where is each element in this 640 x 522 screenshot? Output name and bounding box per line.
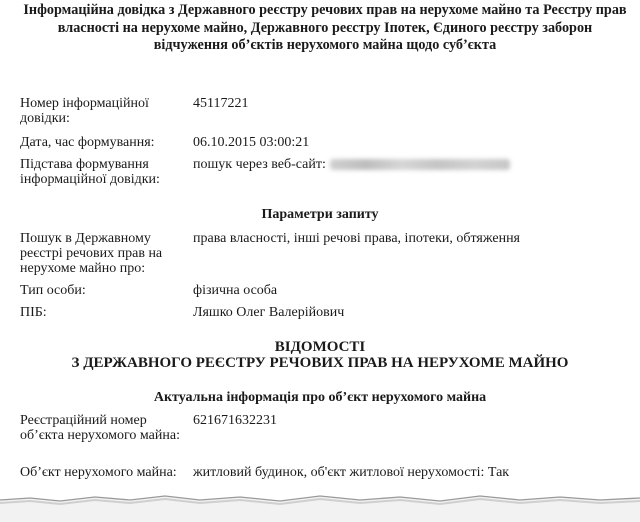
query-search-value: права власності, інші речові права, іпотеки, обтяження <box>193 231 520 246</box>
info-basis-value: пошук через веб-сайт: <box>193 157 326 172</box>
query-type-label: Тип особи: <box>20 283 86 298</box>
torn-edge <box>0 478 640 522</box>
object-heading: Актуальна інформація про об’єкт нерухомого майна <box>153 390 487 405</box>
info-basis-label: Підстава формування інформаційної довідки: <box>20 157 160 187</box>
info-date-label: Дата, час формування: <box>20 135 155 150</box>
query-type-value: фізична особа <box>193 283 278 298</box>
object-type-value: житловий будинок, об'єкт житлової нерухомості: Так <box>193 465 510 480</box>
query-name-value: Ляшко Олег Валерійович <box>193 305 345 320</box>
info-heading-line1: ВІДОМОСТІ <box>274 339 366 355</box>
info-number-label: Номер інформаційної довідки: <box>20 96 149 126</box>
object-reg-label: Реєстраційний номер об’єкта нерухомого майна: <box>20 413 180 443</box>
info-heading-line2: З ДЕРЖАВНОГО РЕЄСТРУ РЕЧОВИХ ПРАВ НА НЕРУХОМЕ МАЙНО <box>71 355 569 371</box>
info-date-value: 06.10.2015 03:00:21 <box>193 135 310 150</box>
info-basis-row <box>193 157 633 172</box>
object-type-label: Об’єкт нерухомого майна: <box>20 465 177 480</box>
query-search-label: Пошук в Державному реєстрі речових прав на нерухоме майно про: <box>20 231 163 276</box>
info-number-value: 45117221 <box>193 96 249 111</box>
query-name-label: ПІБ: <box>20 305 47 320</box>
document-title: Інформаційна довідка з Державного реєстру речових прав на нерухоме майно та Реєстру прав власності на нерухоме майно, Державного реєстру Іпотек, Єдиного реєстру заборон відчуження об’єктів нерухомого майна щодо суб’єкта <box>23 2 627 53</box>
query-heading: Параметри запиту <box>261 207 379 222</box>
object-reg-value: 621671632231 <box>193 413 277 428</box>
redacted-site-blur <box>330 159 510 170</box>
